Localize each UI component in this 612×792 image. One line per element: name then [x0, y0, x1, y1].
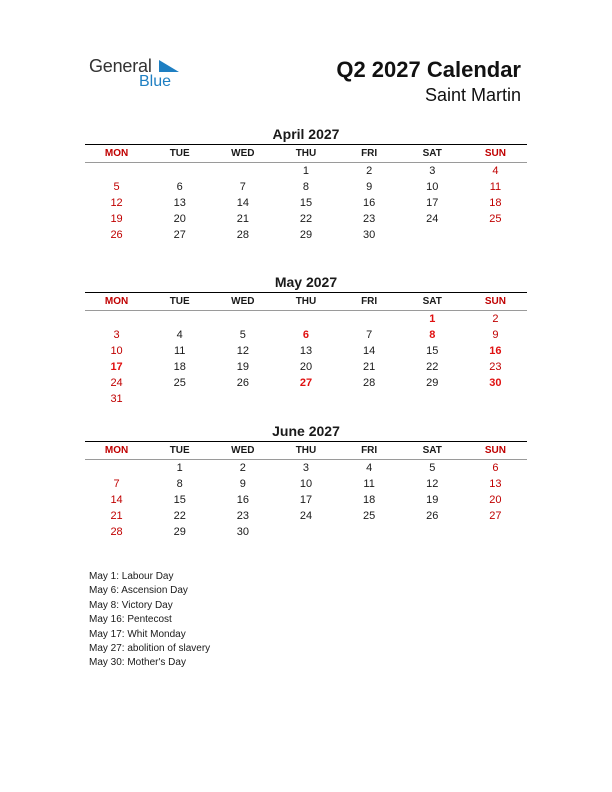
weekday-label: FRI — [361, 148, 378, 159]
day-cell: 17 — [299, 494, 313, 506]
empty-day-cell — [464, 227, 527, 243]
day-cell: 24 — [299, 510, 313, 522]
weekday-label: THU — [295, 445, 317, 456]
month-title: June 2027 — [272, 423, 340, 439]
empty-day-cell — [85, 460, 148, 476]
weekday-label: MON — [104, 148, 129, 159]
day-cell: 27 — [299, 377, 313, 389]
day-cell: 27 — [173, 229, 186, 241]
day-cell: 20 — [489, 494, 502, 506]
day-cell: 2 — [366, 165, 373, 177]
day-cell: 10 — [426, 181, 439, 193]
month-title: May 2027 — [274, 274, 338, 290]
weekday-label: TUE — [169, 445, 190, 456]
weekday-header — [85, 145, 527, 162]
day-cell: 26 — [236, 377, 249, 389]
day-cell: 6 — [302, 329, 310, 341]
holiday-item: May 27: abolition of slavery — [89, 643, 211, 655]
empty-day-cell — [211, 163, 274, 179]
day-cell: 3 — [113, 329, 120, 341]
logo-triangle-icon — [159, 60, 179, 72]
day-cell: 28 — [110, 526, 123, 538]
page-title: Q2 2027 Calendar — [336, 57, 521, 82]
day-cell: 20 — [299, 361, 313, 373]
day-cell: 17 — [110, 361, 123, 373]
weekday-label: WED — [231, 296, 255, 307]
day-cell: 28 — [363, 377, 376, 389]
day-cell: 14 — [236, 197, 249, 209]
weekday-label: THU — [295, 148, 317, 159]
weekday-label: MON — [104, 445, 129, 456]
empty-day-cell — [338, 391, 401, 407]
empty-day-cell — [85, 163, 148, 179]
empty-day-cell — [211, 311, 274, 327]
day-cell: 13 — [299, 345, 313, 357]
weekday-label: TUE — [169, 296, 190, 307]
day-cell: 5 — [239, 329, 246, 341]
weekday-header — [85, 442, 527, 459]
weekday-label: WED — [231, 148, 255, 159]
day-cell: 19 — [426, 494, 439, 506]
weekday-label: TUE — [169, 148, 190, 159]
day-cell: 18 — [363, 494, 376, 506]
day-cell: 8 — [176, 478, 183, 490]
holiday-list — [89, 570, 210, 671]
day-cell: 19 — [110, 213, 123, 225]
empty-day-cell — [401, 524, 464, 540]
day-grid — [85, 460, 527, 540]
day-cell: 28 — [236, 229, 249, 241]
day-cell: 5 — [429, 462, 436, 474]
weekday-label: SAT — [422, 445, 442, 456]
day-cell: 13 — [173, 197, 186, 209]
holiday-item: May 16: Pentecost — [89, 614, 172, 626]
day-cell: 11 — [174, 345, 186, 357]
day-cell: 24 — [110, 377, 123, 389]
day-cell: 29 — [173, 526, 186, 538]
empty-day-cell — [274, 391, 337, 407]
weekday-label: SAT — [422, 296, 442, 307]
day-cell: 6 — [176, 181, 183, 193]
day-cell: 16 — [363, 197, 376, 209]
day-cell: 3 — [429, 165, 436, 177]
day-cell: 31 — [110, 393, 123, 405]
empty-day-cell — [401, 391, 464, 407]
day-cell: 17 — [426, 197, 439, 209]
day-cell: 4 — [492, 165, 499, 177]
day-grid — [85, 163, 527, 243]
day-cell: 3 — [302, 462, 310, 474]
day-cell: 30 — [363, 229, 376, 241]
day-cell: 21 — [110, 510, 123, 522]
holiday-item: May 6: Ascension Day — [89, 585, 188, 597]
day-cell: 29 — [299, 229, 313, 241]
day-cell: 18 — [489, 197, 502, 209]
day-cell: 25 — [363, 510, 376, 522]
day-cell: 2 — [492, 313, 499, 325]
day-cell: 10 — [110, 345, 123, 357]
month-june — [85, 422, 527, 540]
weekday-label: SUN — [484, 296, 506, 307]
day-cell: 11 — [489, 181, 502, 193]
day-cell: 21 — [363, 361, 376, 373]
day-cell: 22 — [426, 361, 439, 373]
empty-day-cell — [338, 311, 401, 327]
holiday-item: May 8: Victory Day — [89, 599, 173, 611]
empty-day-cell — [148, 163, 211, 179]
weekday-label: SAT — [422, 148, 442, 159]
weekday-label: SUN — [484, 445, 506, 456]
logo — [89, 56, 189, 96]
day-cell: 18 — [173, 361, 186, 373]
weekday-label: FRI — [361, 445, 378, 456]
day-cell: 7 — [239, 181, 246, 193]
day-cell: 24 — [426, 213, 439, 225]
day-cell: 20 — [173, 213, 186, 225]
weekday-label: SUN — [484, 148, 506, 159]
day-cell: 1 — [176, 462, 183, 474]
weekday-label: THU — [295, 296, 317, 307]
day-cell: 30 — [236, 526, 249, 538]
day-cell: 15 — [426, 345, 439, 357]
day-cell: 15 — [173, 494, 186, 506]
day-cell: 27 — [489, 510, 502, 522]
day-cell: 12 — [110, 197, 123, 209]
empty-day-cell — [85, 311, 148, 327]
day-cell: 15 — [299, 197, 313, 209]
empty-day-cell — [211, 391, 274, 407]
day-cell: 4 — [366, 462, 373, 474]
day-grid — [85, 311, 527, 407]
weekday-label: WED — [231, 445, 255, 456]
empty-day-cell — [274, 524, 337, 540]
day-cell: 12 — [426, 478, 439, 490]
weekday-label: MON — [104, 296, 129, 307]
empty-day-cell — [148, 391, 211, 407]
holiday-item: May 1: Labour Day — [89, 571, 174, 582]
day-cell: 26 — [426, 510, 439, 522]
day-cell: 13 — [489, 478, 502, 490]
day-cell: 7 — [366, 329, 373, 341]
empty-day-cell — [338, 524, 401, 540]
empty-day-cell — [148, 311, 211, 327]
month-may — [85, 273, 527, 407]
day-cell: 16 — [236, 494, 249, 506]
holiday-item: May 17: Whit Monday — [89, 628, 186, 640]
day-cell: 6 — [492, 462, 499, 474]
day-cell: 21 — [236, 213, 249, 225]
logo-blue-text: Blue — [139, 73, 172, 90]
day-cell: 12 — [236, 345, 249, 357]
day-cell: 8 — [429, 329, 436, 341]
day-cell: 11 — [363, 478, 375, 490]
day-cell: 1 — [429, 313, 436, 325]
day-cell: 22 — [299, 213, 313, 225]
day-cell: 16 — [489, 345, 502, 357]
day-cell: 22 — [173, 510, 186, 522]
day-cell: 23 — [489, 361, 502, 373]
day-cell: 26 — [110, 229, 123, 241]
month-title: April 2027 — [272, 126, 340, 142]
day-cell: 14 — [363, 345, 376, 357]
day-cell: 2 — [239, 462, 246, 474]
day-cell: 8 — [302, 181, 310, 193]
day-cell: 9 — [239, 478, 246, 490]
day-cell: 30 — [489, 377, 502, 389]
empty-day-cell — [401, 227, 464, 243]
day-cell: 25 — [173, 377, 186, 389]
day-cell: 23 — [363, 213, 376, 225]
day-cell: 19 — [236, 361, 249, 373]
day-cell: 14 — [110, 494, 123, 506]
day-cell: 5 — [113, 181, 120, 193]
day-cell: 4 — [176, 329, 183, 341]
day-cell: 9 — [366, 181, 373, 193]
day-cell: 10 — [299, 478, 313, 490]
empty-day-cell — [464, 391, 527, 407]
day-cell: 1 — [302, 165, 310, 177]
page-subtitle: Saint Martin — [424, 85, 521, 105]
month-april — [85, 125, 527, 243]
logo-general-text: General — [89, 56, 152, 76]
day-cell: 25 — [489, 213, 502, 225]
day-cell: 23 — [236, 510, 249, 522]
empty-day-cell — [274, 311, 337, 327]
day-cell: 29 — [426, 377, 439, 389]
day-cell: 7 — [113, 478, 120, 490]
empty-day-cell — [464, 524, 527, 540]
weekday-header — [85, 293, 527, 310]
weekday-label: FRI — [361, 296, 378, 307]
holiday-item: May 30: Mother's Day — [89, 657, 186, 669]
day-cell: 9 — [492, 329, 499, 341]
